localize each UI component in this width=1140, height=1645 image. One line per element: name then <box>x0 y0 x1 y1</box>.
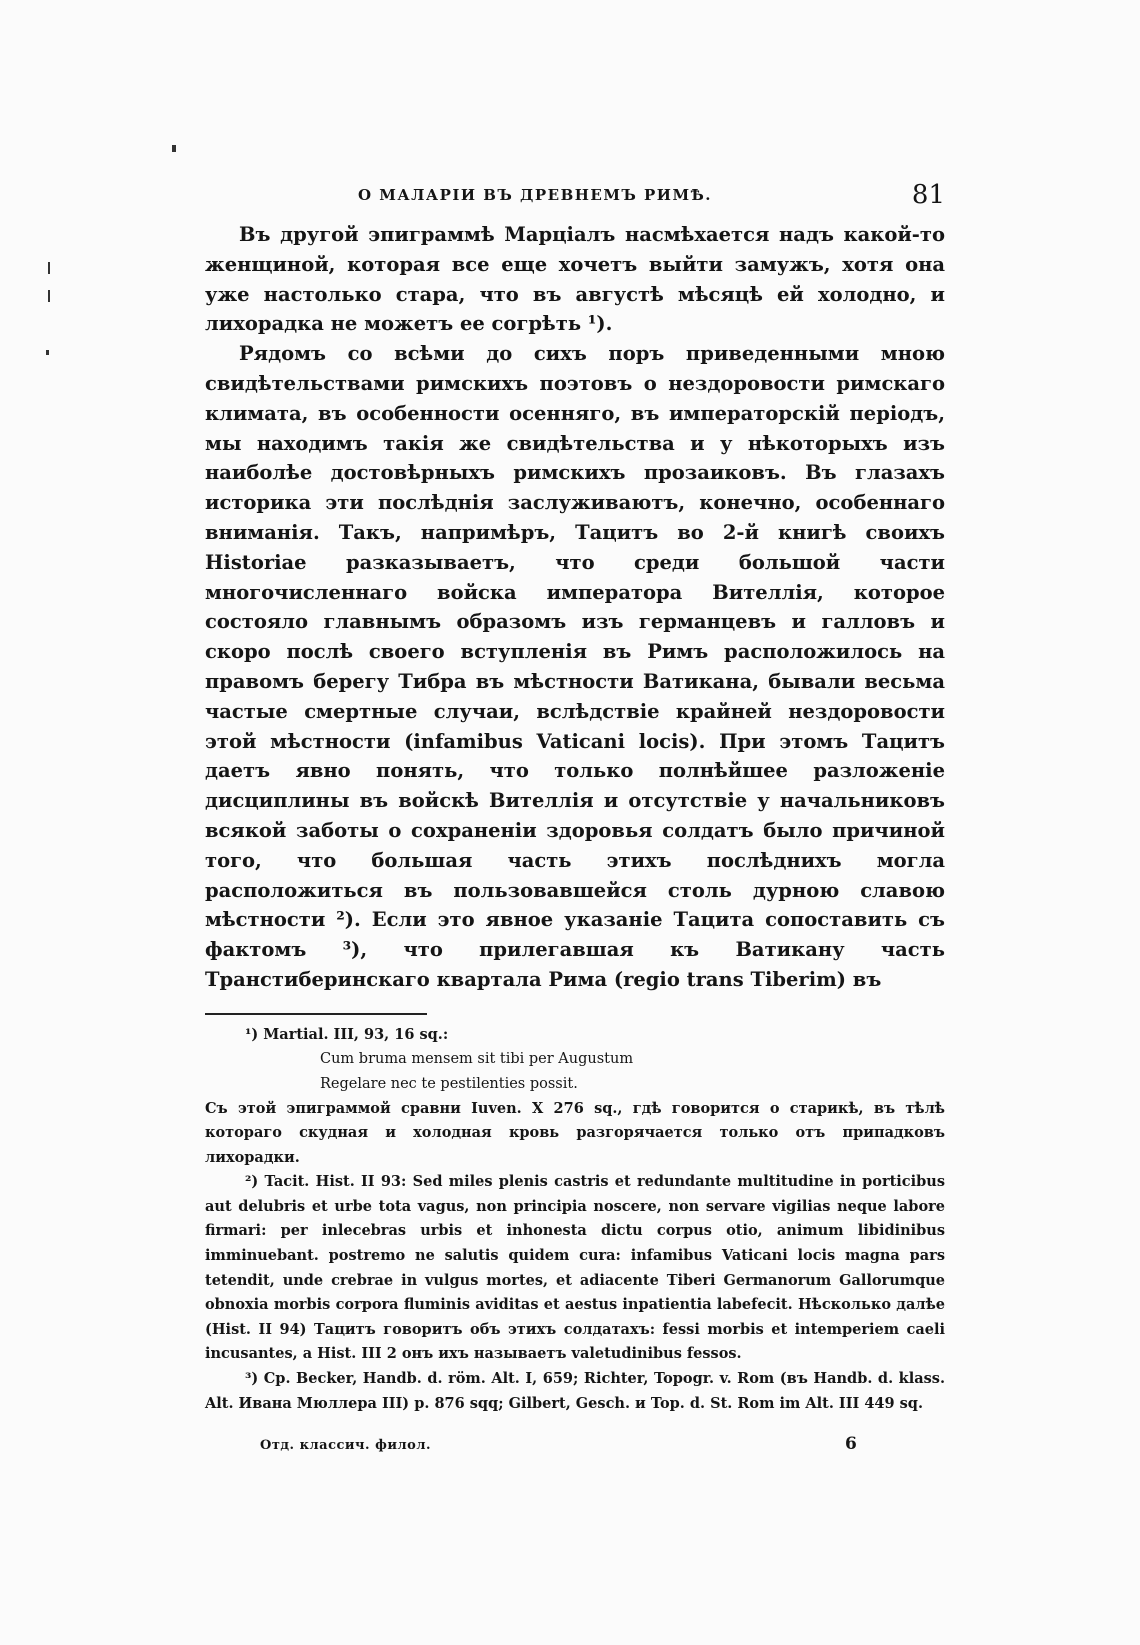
signature-mark: Отд. классич. филол. <box>260 1438 432 1454</box>
footnote-3: ³) Ср. Becker, Handb. d. röm. Alt. I, 659; Richter, Topogr. v. Rom (въ Handb. d. klass. Alt. Ивана Мюллера III) p. 876 sqq; Gilbert, Gesch. и Top. d. St. Rom im Alt. III 449 sq. <box>205 1370 945 1412</box>
margin-dot-mark <box>46 350 49 355</box>
footnote-1-text: Съ этой эпиграммой сравни Iuven. X 276 sq., гдѣ говорится о старикѣ, въ тѣлѣ котораго скудная и холодная кровь разгорячается только отъ припадковъ лихорадки. <box>205 1099 945 1166</box>
main-text <box>205 220 945 995</box>
margin-dot-mark <box>172 145 176 152</box>
paragraph: Рядомъ со всѣми до сихъ поръ приведенными мною свидѣтельствами римскихъ поэтовъ о нездоровости римскаго климата, въ особенности осенняго, въ императорскій періодъ, мы находимъ такія же свидѣтельства и у нѣкоторыхъ изъ наиболѣе достовѣрныхъ римскихъ прозаиковъ. Въ глазахъ историка эти послѣднія заслуживаютъ, конечно, особеннаго вниманія. Такъ, напримѣръ, Тацитъ во 2-й книгѣ своихъ Historiae разказываетъ, что среди большой части многочисленнаго войска императора Вителлія, которое состояло главнымъ образомъ изъ германцевъ и галловъ и скоро послѣ своего вступленія въ Римъ расположилось на правомъ берегу Тибра въ мѣстности Ватикана, бывали весьма частые смертные случаи, вслѣдствіе крайней нездоровости этой мѣстности (infamibus Vaticani locis). При этомъ Тацитъ даетъ явно понять, что только полнѣйшее разложеніе дисциплины въ войскѣ Вителлія и отсутствіе у начальниковъ всякой заботы о сохраненіи здоровья солдатъ было причиной того, что большая часть этихъ послѣднихъ могла расположиться въ пользовавшейся столь дурною славою мѣстности ²). Если это явное указаніе Тацита сопоставить съ фактомъ ³), что прилегавшая къ Ватикану часть Транстиберинскаго квартала Рима (regio trans Tiberim) въ <box>205 342 945 991</box>
page-content <box>205 180 945 1468</box>
paragraph: Въ другой эпиграммѣ Марціалъ насмѣхается надъ какой-то женщиной, которая все еще хочетъ выйти замужъ, хотя она уже настолько стара, что въ августѣ мѣсяцѣ ей холодно, и лихорадка не можетъ ее согрѣть ¹). <box>205 223 945 336</box>
margin-line-mark <box>48 262 50 274</box>
footnote-divider <box>205 1013 427 1015</box>
page-number: 81 <box>911 180 945 210</box>
running-title: О МАЛАРІИ ВЪ ДРЕВНЕМЪ РИМѢ. <box>357 186 713 204</box>
page-footer <box>205 1424 945 1468</box>
footnote-2: ²) Tacit. Hist. II 93: Sed miles plenis castris et redundante multitudine in porticibus aut delubris et urbe tota vagus, non principia noscere, non servare vigilias neque labore firmari: per inlecebras urbis et inhonesta dictu corpus otio, animum libidinibus imminuebant. postremo ne salutis quidem cura: infamibus Vaticani locis magna pars tetendit, unde crebrae in vulgus mortes, et adiacente Tiberi Germanorum Gallorumque obnoxia morbis corpora fluminis aviditas et aestus inpatientia labefecit. Нѣсколько далѣе (Hist. II 94) Тацитъ говоритъ объ этихъ солдатахъ: fessi morbis et intemperiem caeli incusantes, а Hist. III 2 онъ ихъ называетъ valetudinibus fessos. <box>205 1173 945 1363</box>
footnote-1-heading: ¹) Martial. III, 93, 16 sq.: <box>245 1025 449 1043</box>
footnotes <box>205 1023 945 1417</box>
footnote-1-verse-line: Cum bruma mensem sit tibi per Augustum <box>320 1051 634 1068</box>
page-header <box>205 180 945 220</box>
sheet-number: 6 <box>845 1434 857 1455</box>
margin-line-mark <box>48 290 50 302</box>
footnote-1-verse-line: Regelare nec te pestilenties possit. <box>320 1075 578 1092</box>
